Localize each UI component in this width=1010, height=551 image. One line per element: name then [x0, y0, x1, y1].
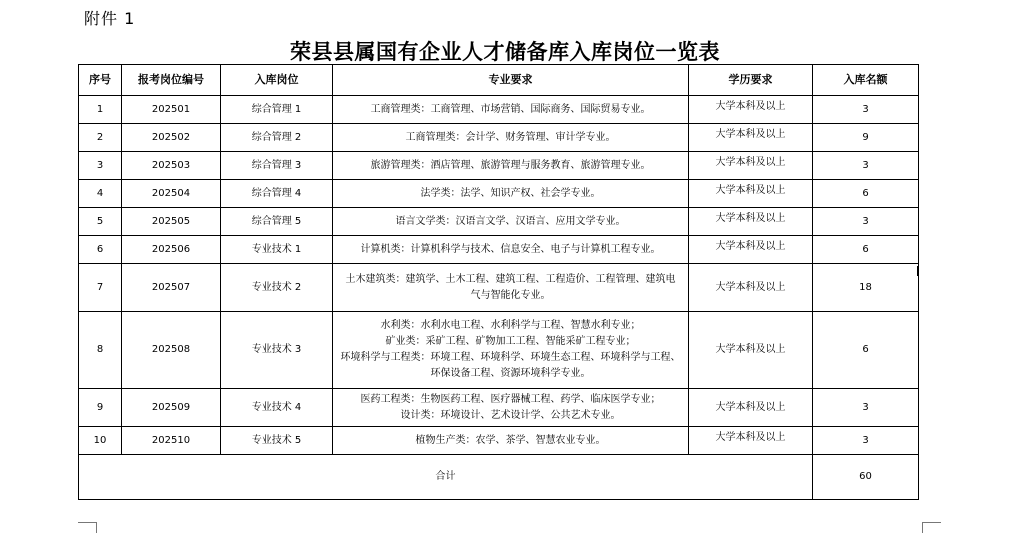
cell-major [333, 236, 689, 264]
major-line: 植物生产类：农学、茶学、智慧农业专业。 [415, 434, 606, 446]
cell-no: 4 [79, 180, 122, 208]
cell-no: 6 [79, 236, 122, 264]
table-row [79, 427, 919, 455]
cell-code: 202502 [122, 124, 221, 152]
header-position: 入库岗位 [221, 65, 333, 96]
cell-code: 202510 [122, 427, 221, 455]
cell-education: 大学本科及以上 [689, 389, 813, 427]
cell-position: 专业技术 1 [221, 236, 333, 264]
cell-major [333, 180, 689, 208]
cell-education: 大学本科及以上 [689, 427, 813, 455]
cell-code: 202506 [122, 236, 221, 264]
cell-quota: 6 [813, 312, 919, 389]
cell-no: 3 [79, 152, 122, 180]
cell-quota: 3 [813, 152, 919, 180]
text-cursor [917, 266, 919, 276]
cell-position: 综合管理 1 [221, 96, 333, 124]
cell-education: 大学本科及以上 [689, 152, 813, 180]
major-line: 气与智能化专业。 [470, 289, 551, 301]
cell-major [333, 427, 689, 455]
table-header-row [79, 65, 919, 96]
document-title: 荣县县属国有企业人才储备库入库岗位一览表 [290, 40, 720, 64]
header-major: 专业要求 [333, 65, 689, 96]
major-line: 环境科学与工程类：环境工程、环境科学、环境生态工程、环境科学与工程、 [340, 352, 681, 363]
cell-major [333, 96, 689, 124]
major-line: 水利类：水利水电工程、水利科学与工程、智慧水利专业； [380, 320, 641, 331]
positions-table [78, 64, 919, 500]
cell-quota: 3 [813, 96, 919, 124]
cell-quota: 6 [813, 236, 919, 264]
page-corner-mark-left [78, 522, 97, 533]
cell-quota: 18 [813, 264, 919, 312]
cell-major [333, 208, 689, 236]
table-row [79, 180, 919, 208]
cell-position: 专业技术 5 [221, 427, 333, 455]
cell-education: 大学本科及以上 [689, 124, 813, 152]
cell-major [333, 389, 689, 427]
table-row [79, 152, 919, 180]
major-line: 矿业类：采矿工程、矿物加工工程、智能采矿工程专业； [385, 336, 636, 347]
header-code: 报考岗位编号 [122, 65, 221, 96]
major-line: 医药工程类：生物医药工程、医疗器械工程、药学、临床医学专业； [360, 393, 661, 405]
table-row [79, 236, 919, 264]
cell-no: 10 [79, 427, 122, 455]
cell-quota: 6 [813, 180, 919, 208]
cell-education: 大学本科及以上 [689, 312, 813, 389]
total-value: 60 [813, 455, 919, 500]
cell-no: 8 [79, 312, 122, 389]
cell-code: 202509 [122, 389, 221, 427]
cell-position: 综合管理 3 [221, 152, 333, 180]
cell-major [333, 124, 689, 152]
cell-position: 综合管理 5 [221, 208, 333, 236]
cell-quota: 3 [813, 208, 919, 236]
table-row [79, 96, 919, 124]
table-row [79, 264, 919, 312]
major-line: 语言文学类：汉语言文学、汉语言、应用文学专业。 [395, 215, 626, 227]
cell-code: 202508 [122, 312, 221, 389]
cell-education: 大学本科及以上 [689, 180, 813, 208]
cell-code: 202505 [122, 208, 221, 236]
cell-position: 专业技术 2 [221, 264, 333, 312]
cell-code: 202504 [122, 180, 221, 208]
cell-position: 综合管理 4 [221, 180, 333, 208]
cell-major [333, 312, 689, 389]
total-row [79, 455, 919, 500]
table-row [79, 389, 919, 427]
major-line: 计算机类：计算机科学与技术、信息安全、电子与计算机工程专业。 [360, 243, 661, 255]
header-no: 序号 [79, 65, 122, 96]
cell-position: 专业技术 3 [221, 312, 333, 389]
cell-no: 7 [79, 264, 122, 312]
cell-code: 202503 [122, 152, 221, 180]
cell-education: 大学本科及以上 [689, 208, 813, 236]
cell-major [333, 152, 689, 180]
major-line: 工商管理类：工商管理、市场营销、国际商务、国际贸易专业。 [370, 103, 651, 115]
cell-major [333, 264, 689, 312]
cell-no: 2 [79, 124, 122, 152]
attachment-label: 附件 1 [84, 9, 136, 28]
cell-quota: 3 [813, 389, 919, 427]
major-line: 设计类：环境设计、艺术设计学、公共艺术专业。 [400, 409, 621, 421]
major-line: 法学类：法学、知识产权、社会学专业。 [420, 187, 601, 199]
cell-position: 综合管理 2 [221, 124, 333, 152]
total-label: 合计 [79, 455, 813, 500]
cell-no: 9 [79, 389, 122, 427]
header-education: 学历要求 [689, 65, 813, 96]
cell-code: 202507 [122, 264, 221, 312]
page-corner-mark-right [922, 522, 941, 533]
table-row [79, 208, 919, 236]
table-row [79, 124, 919, 152]
cell-quota: 3 [813, 427, 919, 455]
major-line: 环保设备工程、资源环境科学专业。 [430, 368, 591, 379]
table-row [79, 312, 919, 389]
cell-code: 202501 [122, 96, 221, 124]
cell-no: 5 [79, 208, 122, 236]
cell-quota: 9 [813, 124, 919, 152]
cell-education: 大学本科及以上 [689, 264, 813, 312]
cell-education: 大学本科及以上 [689, 96, 813, 124]
major-line: 旅游管理类：酒店管理、旅游管理与服务教育、旅游管理专业。 [370, 159, 651, 171]
cell-education: 大学本科及以上 [689, 236, 813, 264]
major-line: 土木建筑类：建筑学、土木工程、建筑工程、工程造价、工程管理、建筑电 [345, 273, 676, 285]
major-line: 工商管理类：会计学、财务管理、审计学专业。 [405, 131, 616, 143]
header-quota: 入库名额 [813, 65, 919, 96]
cell-position: 专业技术 4 [221, 389, 333, 427]
cell-no: 1 [79, 96, 122, 124]
